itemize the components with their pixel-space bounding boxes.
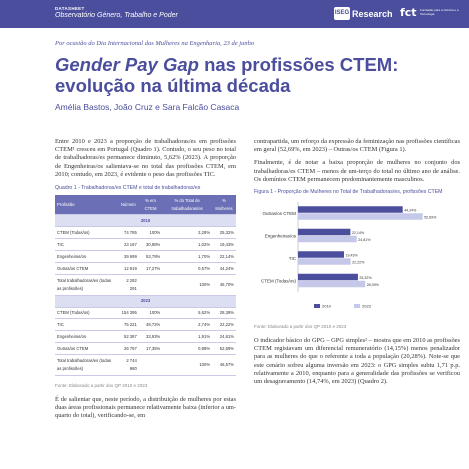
table-header-cell: % do Total de trabalhadoras/es [162, 195, 212, 215]
table-cell: TIC [55, 239, 118, 251]
fct-logo-caption: Fundação para a Ciência e a Tecnologia [420, 8, 459, 16]
right-paragraph-1: contrapartida, um reforço da expressão da feminização nas profissões científicas em geral (52,69%, em 2023) – Outras/os CTEM (Figura 1). [254, 138, 460, 154]
observatory-name: Observatório Género, Trabalho e Poder [55, 12, 178, 19]
table-cell: 52,69% [212, 343, 236, 355]
table-year-row [55, 295, 236, 307]
chart-bar [298, 258, 351, 265]
header-band [0, 0, 469, 28]
table-cell: 39 699 [118, 251, 139, 263]
table-header-cell: % em CTEM [139, 195, 162, 215]
table-cell: 100% [139, 307, 162, 319]
table-cell: 2 282 291 [118, 275, 139, 295]
table-cell: 19,43% [212, 239, 236, 251]
table-cell: 1,91% [162, 331, 212, 343]
iseg-logo: ISEG [334, 7, 350, 20]
table-cell: 1,70% [162, 251, 212, 263]
chart-value-label: 24,81% [358, 237, 371, 242]
table-body [55, 215, 236, 375]
table-cell: 5,62% [162, 307, 212, 319]
table-cell: TIC [55, 319, 118, 331]
left-paragraph-1: Entre 2010 e 2023 a proporção de trabalhadoras/es em profissões CTEM¹ cresceu em Portugal (Quadro 1). Contudo, o seu peso no total de trabalhadoras/es permanece diminuto, 5,62% (2023). A proporção de Engenheiras/os salientava-se no total das profissões CTEM, em 2010; contudo, em 2023, é evidente o peso das profissões TIC. [55, 138, 236, 178]
table-year-row [55, 215, 236, 227]
table-row [55, 251, 236, 263]
chart-bar [298, 228, 350, 235]
header-left [55, 6, 178, 19]
table-cell: CTEM (Todas/os) [55, 307, 118, 319]
table-cell: 45,70% [212, 275, 236, 295]
table-header-cell: Profissão [55, 195, 118, 215]
table-cell: 2,74% [162, 319, 212, 331]
table-cell: 2 744 980 [118, 355, 139, 375]
chart-value-label: 22,22% [352, 259, 365, 264]
table-cell [139, 275, 162, 295]
table-cell: 100% [162, 355, 212, 375]
chart-value-label: 22,14% [351, 230, 365, 235]
table-cell: Outras/os CTEM [55, 263, 118, 275]
chart-bar [298, 251, 344, 258]
table-cell: 0,98% [162, 343, 212, 355]
table-cell: Engenheiras/os [55, 331, 118, 343]
table-cell: Engenheiras/os [55, 251, 118, 263]
table-cell: 100% [139, 227, 162, 239]
chart-bar [298, 235, 357, 242]
table-cell: 25,32% [212, 227, 236, 239]
table-row [55, 227, 236, 239]
table-cell: 24,81% [212, 331, 236, 343]
table-row [55, 275, 236, 295]
figure-source: Fonte: Elaborado a partir dos QP 2010 e 2023 [254, 323, 347, 329]
authors: Amélia Bastos, João Cruz e Sara Falcão Casaca [55, 102, 240, 112]
table-header-row [55, 195, 236, 215]
right-column [254, 138, 460, 391]
table-cell: 17,35% [139, 343, 162, 355]
chart-legend-label: 2010 [322, 303, 331, 309]
table-row [55, 319, 236, 331]
chart-legend-swatch [314, 304, 320, 308]
left-paragraph-2: É de salientar que, neste período, a distribuição de mulheres por estas duas áreas profissionais permanece relativamente baixa (inferior a um-quarto do total), verificando-se, em [55, 395, 236, 420]
chart-bar [298, 213, 423, 220]
table-year-cell: 2010 [55, 215, 236, 227]
chart-legend-label: 2023 [362, 303, 371, 309]
table-row [55, 239, 236, 251]
chart-value-label: 28,39% [366, 282, 379, 287]
table-cell: Outras/os CTEM [55, 343, 118, 355]
chart-bar [298, 206, 403, 213]
table-source: Fonte: Elaborado a partir dos QP 2010 e 2023 [55, 382, 148, 388]
table-cell: 48,72% [139, 319, 162, 331]
table-cell: 22,14% [212, 251, 236, 263]
table-cell: 75 221 [118, 319, 139, 331]
table-cell: 53,79% [139, 251, 162, 263]
chart-value-label: 44,24% [404, 207, 417, 212]
table-cell: 3,28% [162, 227, 212, 239]
table-cell: 23 167 [118, 239, 139, 251]
table-cell: 28,39% [212, 307, 236, 319]
table-row [55, 331, 236, 343]
table-cell: 22,22% [212, 319, 236, 331]
table-cell: 46,57% [212, 355, 236, 375]
table-year-cell: 2023 [55, 295, 236, 307]
table-cell: Total trabalhadoras/es (todas as profissões) [55, 275, 118, 295]
figure-caption: Figura 1 - Proporção de Mulheres no Total de Trabalhadoras/es, profissões CTEM [254, 189, 443, 196]
datasheet-kicker: DATASHEET [55, 6, 85, 11]
table-cell [139, 355, 162, 375]
research-logo-text: Research [352, 9, 393, 19]
table-cell: Total trabalhadoras/es (todas as profissões) [55, 355, 118, 375]
title-emphasis: Gender Pay Gap [55, 54, 199, 75]
table-row [55, 343, 236, 355]
table-cell: 52 387 [118, 331, 139, 343]
chart-value-label: 25,32% [359, 275, 372, 280]
chart-legend-swatch [354, 304, 360, 308]
table-row [55, 263, 236, 275]
chart-category-label: Outras/os CTEM [262, 210, 296, 216]
table-cell: 33,93% [139, 331, 162, 343]
page-title [55, 54, 465, 96]
table-cell: 30,98% [139, 239, 162, 251]
table-cell: 154 395 [118, 307, 139, 319]
table-cell: 0,57% [162, 263, 212, 275]
table-header-cell: Número [118, 195, 139, 215]
fct-logo: fct [400, 6, 417, 19]
left-column [55, 138, 236, 425]
table-caption: Quadro 1 - Trabalhadoras/es CTEM e total de trabalhadoras/es [55, 185, 201, 192]
table-row [55, 355, 236, 375]
chart-category-label: CTEM (Todas/os) [260, 277, 296, 283]
chart-value-label: 19,43% [345, 252, 358, 257]
chart-category-label: Engenheiras/os [264, 232, 296, 238]
chart-value-label: 52,69% [424, 214, 437, 219]
chart-bar [298, 273, 358, 280]
bar-chart [254, 196, 460, 314]
title-rest: nas profissões CTEM: evolução na última década [55, 54, 399, 96]
table-cell: 74 785 [118, 227, 139, 239]
data-table [55, 195, 236, 375]
table-cell: 17,27% [139, 263, 162, 275]
table-header-cell: % Mulheres [212, 195, 236, 215]
dateline: Por ocasião do Dia Internacional das Mulheres na Engenharia, 23 de junho [55, 40, 255, 47]
chart-bar [298, 280, 365, 287]
table-row [55, 307, 236, 319]
table-cell: 100% [162, 275, 212, 295]
table-cell: 12 919 [118, 263, 139, 275]
right-paragraph-3: O indicador básico do GPG – GPG simples² – mostra que em 2010 as profissões CTEM registavam um diferencial remuneratório (14,15%) menos penalizador para as mulheres do que o referente a toda a população (20,28%). Note-se que este cenário sofreu alguma inversão em 2023: o GPG simples subiu 1,71 p.p. relativamente a 2010, enquanto para a generalidade das profissões se verificou um desagravamento (14,74%, em 2023) (Quadro 2). [254, 336, 460, 385]
table-cell: CTEM (Todas/os) [55, 227, 118, 239]
chart-category-label: TIC [288, 255, 296, 261]
right-paragraph-2: Finalmente, é de notar a baixa proporção de mulheres no conjunto dos trabalhadoras/es CTEM – menos de um-terço do total no último ano de análise. Os domínios CTEM permanecem predominantemente masculinos. [254, 159, 460, 183]
table-cell: 1,02% [162, 239, 212, 251]
table-cell: 26 787 [118, 343, 139, 355]
table-cell: 44,24% [212, 263, 236, 275]
